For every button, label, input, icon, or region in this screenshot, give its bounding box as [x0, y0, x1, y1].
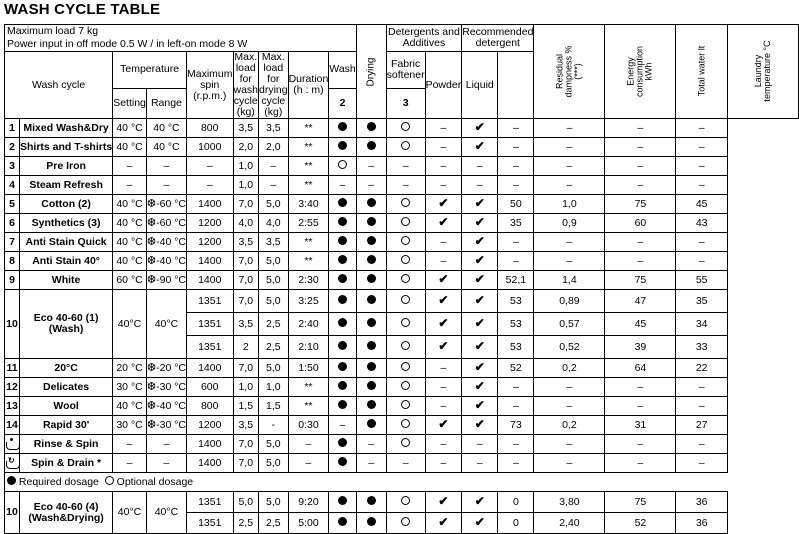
- required-dosage-icon: [367, 318, 376, 327]
- check-icon: ✔: [438, 196, 449, 210]
- power-input: Power input in off mode 0.5 W / in left-on mode 8 W: [5, 38, 357, 52]
- check-icon: ✔: [474, 316, 485, 330]
- optional-dosage-icon: [401, 496, 410, 505]
- range-header: Range: [146, 88, 186, 118]
- required-dosage-icon: [367, 295, 376, 304]
- max-load: Maximum load 7 kg: [5, 25, 357, 39]
- check-icon: ✔: [438, 215, 449, 229]
- required-dosage-icon: [367, 400, 376, 409]
- required-dosage-icon: [367, 341, 376, 350]
- powder-header: Powder: [425, 52, 462, 119]
- cycle-name: Anti Stain Quick: [20, 233, 113, 252]
- required-dosage-icon: [338, 236, 347, 245]
- check-icon: ✔: [474, 253, 485, 267]
- check-icon: ✔: [474, 234, 485, 248]
- required-dosage-icon: [338, 274, 347, 283]
- legend: Required dosage Optional dosage: [5, 473, 799, 492]
- cycle-name: Anti Stain 40°: [20, 252, 113, 271]
- table-row: 1 Mixed Wash&Dry 40 °C 40 °C 800 3,5 3,5 ** – ✔ – – – –: [5, 119, 799, 138]
- table-row: 3 Pre Iron – – – 1,0 – ** – – – – – – – –: [5, 157, 799, 176]
- check-icon: ✔: [474, 417, 485, 431]
- table-row: 5 Cotton (2) 40 °C ❆-60 °C 1400 7,0 5,0 3:40 ✔ ✔ 50 1,0 75 45: [5, 195, 799, 214]
- table-row: 7 Anti Stain Quick 40 °C ❆-40 °C 1200 3,5 3,5 ** – ✔ – – – –: [5, 233, 799, 252]
- table-row: 9 White 60 °C ❆-90 °C 1400 7,0 5,0 2:30 ✔ ✔ 52,1 1,4 75 55: [5, 271, 799, 290]
- optional-dosage-icon: [401, 122, 410, 131]
- optional-dosage-icon: [401, 198, 410, 207]
- required-dosage-icon: [367, 198, 376, 207]
- required-dosage-icon: [338, 362, 347, 371]
- optional-dosage-icon: [401, 517, 410, 526]
- laundry-temp-header: Laundry temperature °C: [727, 25, 798, 119]
- table-row: 2 Shirts and T-shirts 40 °C 40 °C 1000 2,0 2,0 ** – ✔ – – – –: [5, 138, 799, 157]
- cycle-name: Rinse & Spin: [20, 435, 113, 454]
- snowflake-icon: ❆: [146, 216, 157, 229]
- required-dosage-icon: [338, 381, 347, 390]
- required-dosage-icon: [338, 517, 347, 526]
- optional-dosage-icon: [401, 381, 410, 390]
- required-dosage-icon: [367, 274, 376, 283]
- check-icon: ✔: [474, 293, 485, 307]
- required-dosage-icon: [338, 457, 347, 466]
- table-row: 1351 2,5 2,5 5:00 ✔ ✔ 0 2,40 52 36: [5, 513, 799, 534]
- table-row: 8 Anti Stain 40° 40 °C ❆-40 °C 1400 7,0 5,0 ** – ✔ – – – –: [5, 252, 799, 271]
- table-row: 13 Wool 40 °C ❆-40 °C 800 1,5 1,5 ** – ✔ – – – –: [5, 397, 799, 416]
- snowflake-icon: ❆: [146, 254, 157, 267]
- table-row: 10 Eco 40-60 (4) (Wash&Drying) 40°C 40°C 1351 5,0 5,0 9:20 ✔ ✔ 0 3,80 75 36: [5, 492, 799, 513]
- cycle-name: Mixed Wash&Dry: [20, 119, 113, 138]
- required-dosage-icon: [367, 255, 376, 264]
- required-dosage-icon: [338, 496, 347, 505]
- snowflake-icon: ❆: [146, 418, 157, 431]
- page-title: WASH CYCLE TABLE: [4, 1, 161, 18]
- required-dosage-icon: [338, 400, 347, 409]
- optional-dosage-icon: [401, 438, 410, 447]
- wash-compartment-number: 2: [329, 88, 356, 118]
- optional-dosage-icon: [401, 141, 410, 150]
- wash-cycle-table: [4, 24, 799, 534]
- required-dosage-icon: [338, 438, 347, 447]
- required-dosage-icon: [338, 198, 347, 207]
- required-dosage-icon: [367, 217, 376, 226]
- table-row: 11 20°C 20 °C ❆-20 °C 1400 7,0 5,0 1:50 – ✔ 52 0,2 64 22: [5, 359, 799, 378]
- cycle-name: Synthetics (3): [20, 214, 113, 233]
- check-icon: ✔: [438, 272, 449, 286]
- spin-drain-icon: ↻: [5, 457, 19, 469]
- table-row: 1351 3,5 2,5 2:40 ✔ ✔ 53 0,57 45 34: [5, 313, 799, 336]
- max-load-wash-header: Max. load for wash cycle (kg): [233, 51, 259, 118]
- required-dosage-icon: [338, 318, 347, 327]
- optional-dosage-icon: [401, 236, 410, 245]
- liquid-header: Liquid: [462, 52, 498, 119]
- required-dosage-icon: [367, 517, 376, 526]
- check-icon: ✔: [438, 494, 449, 508]
- cycle-name: Rapid 30': [20, 416, 113, 435]
- check-icon: ✔: [474, 398, 485, 412]
- check-icon: ✔: [474, 120, 485, 134]
- optional-dosage-icon: [401, 295, 410, 304]
- optional-dosage-icon: [401, 400, 410, 409]
- detergents-header: Detergents and Additives: [386, 25, 462, 52]
- optional-dosage-icon: [401, 274, 410, 283]
- check-icon: ✔: [438, 293, 449, 307]
- check-icon: ✔: [474, 515, 485, 529]
- table-row: 14 Rapid 30' 30 °C ❆-30 °C 1200 3,5 - 0:30 – ✔ ✔ 73 0,2 31 27: [5, 416, 799, 435]
- fabric-softener-header: Fabric softener: [386, 52, 425, 89]
- optional-dosage-icon: [401, 341, 410, 350]
- max-spin-header: Maximum spin (r.p.m.): [186, 52, 233, 119]
- residual-header: Residual dampness % (***): [534, 25, 605, 119]
- required-dosage-icon: [367, 419, 376, 428]
- cycle-name: 20°C: [20, 359, 113, 378]
- table-row: 6 Synthetics (3) 40 °C ❆-60 °C 1200 4,0 4,0 2:55 ✔ ✔ 35 0,9 60 43: [5, 214, 799, 233]
- table-row: Rinse & Spin – – 1400 7,0 5,0 – – – – – – – –: [5, 435, 799, 454]
- table-row: 4 Steam Refresh – – – 1,0 – ** – – – – – – – – –: [5, 176, 799, 195]
- water-header: Total water lt: [676, 25, 728, 119]
- required-dosage-icon: [338, 141, 347, 150]
- snowflake-icon: ❆: [146, 380, 157, 393]
- optional-dosage-icon: [401, 419, 410, 428]
- energy-header: Energy consumption kWh: [605, 25, 676, 119]
- optional-dosage-icon: [338, 160, 347, 169]
- check-icon: ✔: [474, 272, 485, 286]
- rinse-icon: [5, 438, 19, 450]
- check-icon: ✔: [474, 139, 485, 153]
- optional-dosage-icon: [401, 217, 410, 226]
- check-icon: ✔: [474, 339, 485, 353]
- check-icon: ✔: [438, 339, 449, 353]
- wash-cycle-header: Wash cycle: [5, 52, 113, 119]
- cycle-name: Eco 40-60 (4) (Wash&Drying): [20, 492, 113, 534]
- cycle-name: White: [20, 271, 113, 290]
- snowflake-icon: ❆: [146, 361, 157, 374]
- table-row: 1351 2 2,5 2:10 ✔ ✔ 53 0,52 39 33: [5, 336, 799, 359]
- table-row: 10 Eco 40-60 (1) (Wash) 40°C 40°C 1351 7,0 5,0 3:25 ✔ ✔ 53 0,89 47 35: [5, 290, 799, 313]
- optional-dosage-icon: [401, 255, 410, 264]
- required-dosage-icon: [338, 217, 347, 226]
- required-dosage-icon: [367, 496, 376, 505]
- snowflake-icon: ❆: [146, 197, 157, 210]
- required-dosage-icon: [7, 476, 16, 485]
- recommended-header: Recommended detergent: [462, 25, 534, 52]
- snowflake-icon: ❆: [146, 235, 157, 248]
- cycle-name: Steam Refresh: [20, 176, 113, 195]
- required-dosage-icon: [338, 255, 347, 264]
- cycle-name: Eco 40-60 (1) (Wash): [20, 290, 113, 359]
- cycle-name: Shirts and T-shirts: [20, 138, 113, 157]
- required-dosage-icon: [338, 341, 347, 350]
- required-dosage-icon: [367, 141, 376, 150]
- cycle-name: Cotton (2): [20, 195, 113, 214]
- check-icon: ✔: [474, 215, 485, 229]
- check-icon: ✔: [438, 417, 449, 431]
- required-dosage-icon: [338, 295, 347, 304]
- table-row: ↻ Spin & Drain * – – 1400 7,0 5,0 – – – – – – – – –: [5, 454, 799, 473]
- required-dosage-icon: [367, 122, 376, 131]
- required-dosage-icon: [367, 381, 376, 390]
- optional-dosage-icon: [401, 362, 410, 371]
- drying-header: Drying: [356, 25, 386, 119]
- cycle-name: Wool: [20, 397, 113, 416]
- cycle-name: Pre Iron: [20, 157, 113, 176]
- check-icon: ✔: [474, 494, 485, 508]
- required-dosage-icon: [367, 236, 376, 245]
- max-load-dry-header: Max. load for drying cycle (kg): [259, 51, 288, 118]
- check-icon: ✔: [438, 316, 449, 330]
- snowflake-icon: ❆: [146, 273, 157, 286]
- wash-header: Wash: [329, 52, 356, 89]
- snowflake-icon: ❆: [146, 399, 157, 412]
- check-icon: ✔: [474, 196, 485, 210]
- check-icon: ✔: [438, 515, 449, 529]
- optional-dosage-icon: [401, 318, 410, 327]
- optional-dosage-icon: [105, 476, 114, 485]
- cycle-name: Delicates: [20, 378, 113, 397]
- cycle-name: Spin & Drain *: [20, 454, 113, 473]
- temperature-header: Temperature: [113, 52, 187, 89]
- required-dosage-icon: [367, 362, 376, 371]
- duration-header: Duration (h : m): [288, 52, 329, 119]
- check-icon: ✔: [474, 360, 485, 374]
- setting-header: Setting: [113, 88, 147, 118]
- softener-compartment-number: 3: [386, 88, 425, 118]
- table-row: 12 Delicates 30 °C ❆-30 °C 600 1,0 1,0 ** – ✔ – – – –: [5, 378, 799, 397]
- required-dosage-icon: [338, 122, 347, 131]
- check-icon: ✔: [474, 379, 485, 393]
